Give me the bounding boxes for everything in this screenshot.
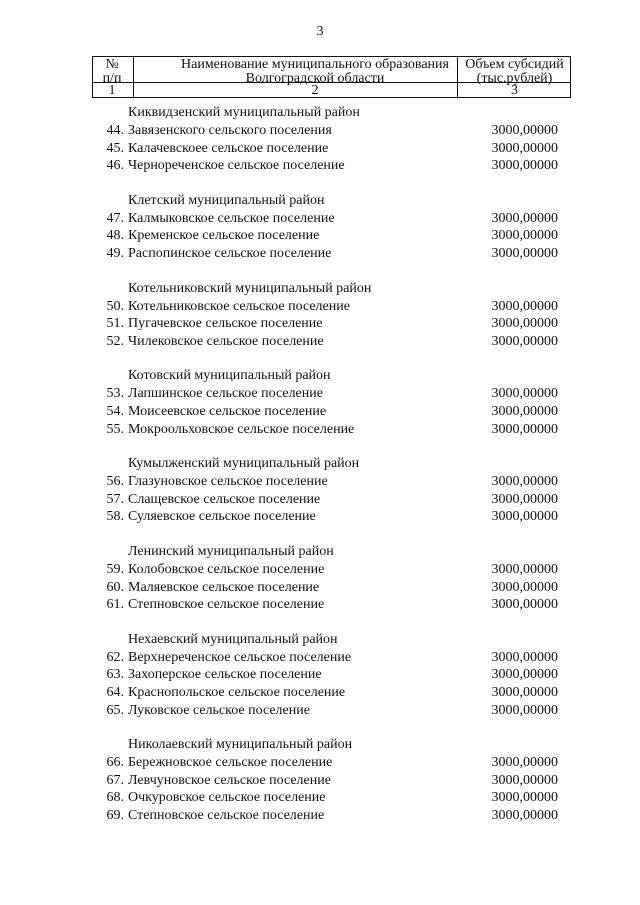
row-number: 68. (106, 790, 124, 806)
header-name-column: Наименование муниципального образования Волгоградской области (181, 57, 449, 86)
district-heading: Котельниковский муниципальный район (128, 280, 372, 296)
header-number-column (92, 58, 132, 86)
settlement-name: Очкуровское сельское поселение (128, 790, 326, 806)
settlement-name: Калачевскоее сельское поселение (128, 140, 329, 156)
row-number: 45. (106, 140, 124, 156)
row-number: 61. (106, 597, 124, 613)
settlement-name: Чилековское сельское поселение (128, 333, 324, 349)
subsidy-amount: 3000,00000 (491, 755, 558, 771)
subsidy-amount: 3000,00000 (491, 772, 558, 788)
settlement-name: Степновское сельское поселение (128, 597, 325, 613)
row-number: 66. (106, 755, 124, 771)
subsidy-amount: 3000,00000 (491, 685, 558, 700)
table-row (0, 667, 640, 684)
row-number: 64. (106, 685, 124, 700)
settlement-name: Колобовское сельское поселение (128, 562, 325, 577)
subsidy-amount: 3000,00000 (491, 246, 558, 261)
settlement-name: Бережновское сельское поселение (128, 755, 333, 771)
subsidy-amount: 3000,00000 (491, 140, 558, 156)
table-row (0, 422, 640, 439)
table-row (0, 650, 640, 667)
table-row (0, 211, 640, 228)
table-row (0, 808, 640, 825)
header-index-1: 1 (108, 83, 116, 98)
row-number: 48. (106, 228, 124, 244)
table-row (0, 492, 640, 509)
subsidy-amount: 3000,00000 (491, 228, 558, 244)
table-row (0, 141, 640, 158)
settlement-name: Котельниковское сельское поселение (128, 298, 350, 314)
row-number: 60. (106, 579, 124, 595)
table-row (0, 228, 640, 245)
row-number: 59. (106, 562, 124, 577)
row-number: 51. (106, 316, 124, 332)
subsidy-amount: 3000,00000 (491, 386, 558, 402)
subsidy-amount: 3000,00000 (491, 298, 558, 314)
settlement-name: Маляевское сельское поселение (128, 579, 320, 595)
settlement-name: Кременское сельское поселение (128, 228, 320, 244)
district-heading: Нехаевский муниципальный район (128, 631, 338, 647)
settlement-name: Распопинское сельское поселение (128, 246, 332, 261)
row-number: 69. (106, 808, 124, 823)
subsidy-amount: 3000,00000 (491, 491, 558, 507)
row-number: 50. (106, 298, 124, 314)
settlement-name: Мокроольховское сельское поселение (128, 421, 355, 437)
row-number: 47. (106, 210, 124, 226)
settlement-name: Завязенского сельского поселения (128, 123, 332, 138)
settlement-name: Степновское сельское поселение (128, 808, 325, 823)
table-row (0, 562, 640, 579)
subsidy-amount: 3000,00000 (491, 404, 558, 419)
subsidy-amount: 3000,00000 (491, 210, 558, 226)
settlement-name: Слащевское сельское поселение (128, 491, 321, 507)
settlement-name: Калмыковское сельское поселение (128, 210, 335, 226)
row-number: 44. (106, 123, 124, 138)
row-number: 62. (106, 649, 124, 665)
header-index-2: 2 (311, 83, 319, 98)
subsidy-amount: 3000,00000 (491, 562, 558, 577)
row-number: 46. (106, 158, 124, 174)
table-row (0, 158, 640, 175)
district-heading: Кумылженский муниципальный район (128, 456, 360, 472)
subsidy-amount: 3000,00000 (491, 509, 558, 525)
table-header (92, 56, 571, 98)
row-number: 65. (106, 702, 124, 718)
table-row (0, 685, 640, 702)
subsidy-amount: 3000,00000 (491, 667, 558, 683)
subsidy-amount: 3000,00000 (491, 474, 558, 490)
settlement-name: Захоперское сельское поселение (128, 667, 322, 683)
subsidy-amount: 3000,00000 (491, 123, 558, 138)
settlement-name: Глазуновское сельское поселение (128, 474, 328, 490)
district-heading: Николаевский муниципальный район (128, 737, 353, 753)
table-row (0, 755, 640, 772)
page-number: 3 (316, 24, 324, 39)
settlement-name: Пугачевское сельское поселение (128, 316, 323, 332)
subsidy-amount: 3000,00000 (491, 158, 558, 174)
district-heading: Котовский муниципальный район (128, 368, 331, 384)
table-row (0, 299, 640, 316)
subsidy-amount: 3000,00000 (491, 579, 558, 595)
settlement-name: Лапшинское сельское поселение (128, 386, 323, 402)
row-number: 52. (106, 333, 124, 349)
row-number: 57. (106, 491, 124, 507)
row-number: 49. (106, 246, 124, 261)
subsidy-amount: 3000,00000 (491, 649, 558, 665)
subsidy-amount: 3000,00000 (491, 597, 558, 613)
subsidy-amount: 3000,00000 (491, 790, 558, 806)
district-heading: Ленинский муниципальный район (128, 544, 334, 559)
row-number: 58. (106, 509, 124, 525)
row-number: 53. (106, 386, 124, 402)
settlement-name: Суляевское сельское поселение (128, 509, 316, 525)
table-row (0, 474, 640, 491)
subsidy-amount: 3000,00000 (491, 702, 558, 718)
settlement-name: Верхнереченское сельское поселение (128, 649, 352, 665)
table-row (0, 334, 640, 351)
row-number: 55. (106, 421, 124, 437)
table-row (0, 580, 640, 597)
settlement-name: Левчуновское сельское поселение (128, 772, 331, 788)
table-row (0, 386, 640, 403)
row-number: 63. (106, 667, 124, 683)
table-row (0, 773, 640, 790)
settlement-name: Моисеевское сельское поселение (128, 404, 327, 419)
settlement-name: Чернореченское сельское поселение (128, 158, 345, 174)
table-row (0, 509, 640, 526)
table-row (0, 597, 640, 614)
subsidy-amount: 3000,00000 (491, 808, 558, 823)
header-index-3: 3 (511, 83, 518, 98)
table-row (0, 404, 640, 421)
subsidy-amount: 3000,00000 (491, 316, 558, 332)
table-row (0, 123, 640, 140)
subsidy-amount: 3000,00000 (491, 333, 558, 349)
district-heading: Киквидзенский муниципальный район (128, 105, 360, 120)
row-number: 67. (106, 772, 124, 788)
header-number-line2: п/п (102, 71, 122, 86)
table-row (0, 790, 640, 807)
settlement-name: Краснопольское сельское поселение (128, 685, 346, 700)
table-row (0, 316, 640, 333)
header-amount-column: Объем субсидий (тыс.рублей) (465, 57, 564, 86)
table-row (0, 703, 640, 720)
row-number: 56. (106, 474, 124, 490)
table-row (0, 246, 640, 263)
subsidy-amount: 3000,00000 (491, 421, 558, 437)
row-number: 54. (106, 404, 124, 419)
header-number-line1: № (105, 57, 119, 72)
district-heading: Клетский муниципальный район (128, 192, 325, 208)
settlement-name: Луковское сельское поселение (128, 702, 310, 718)
